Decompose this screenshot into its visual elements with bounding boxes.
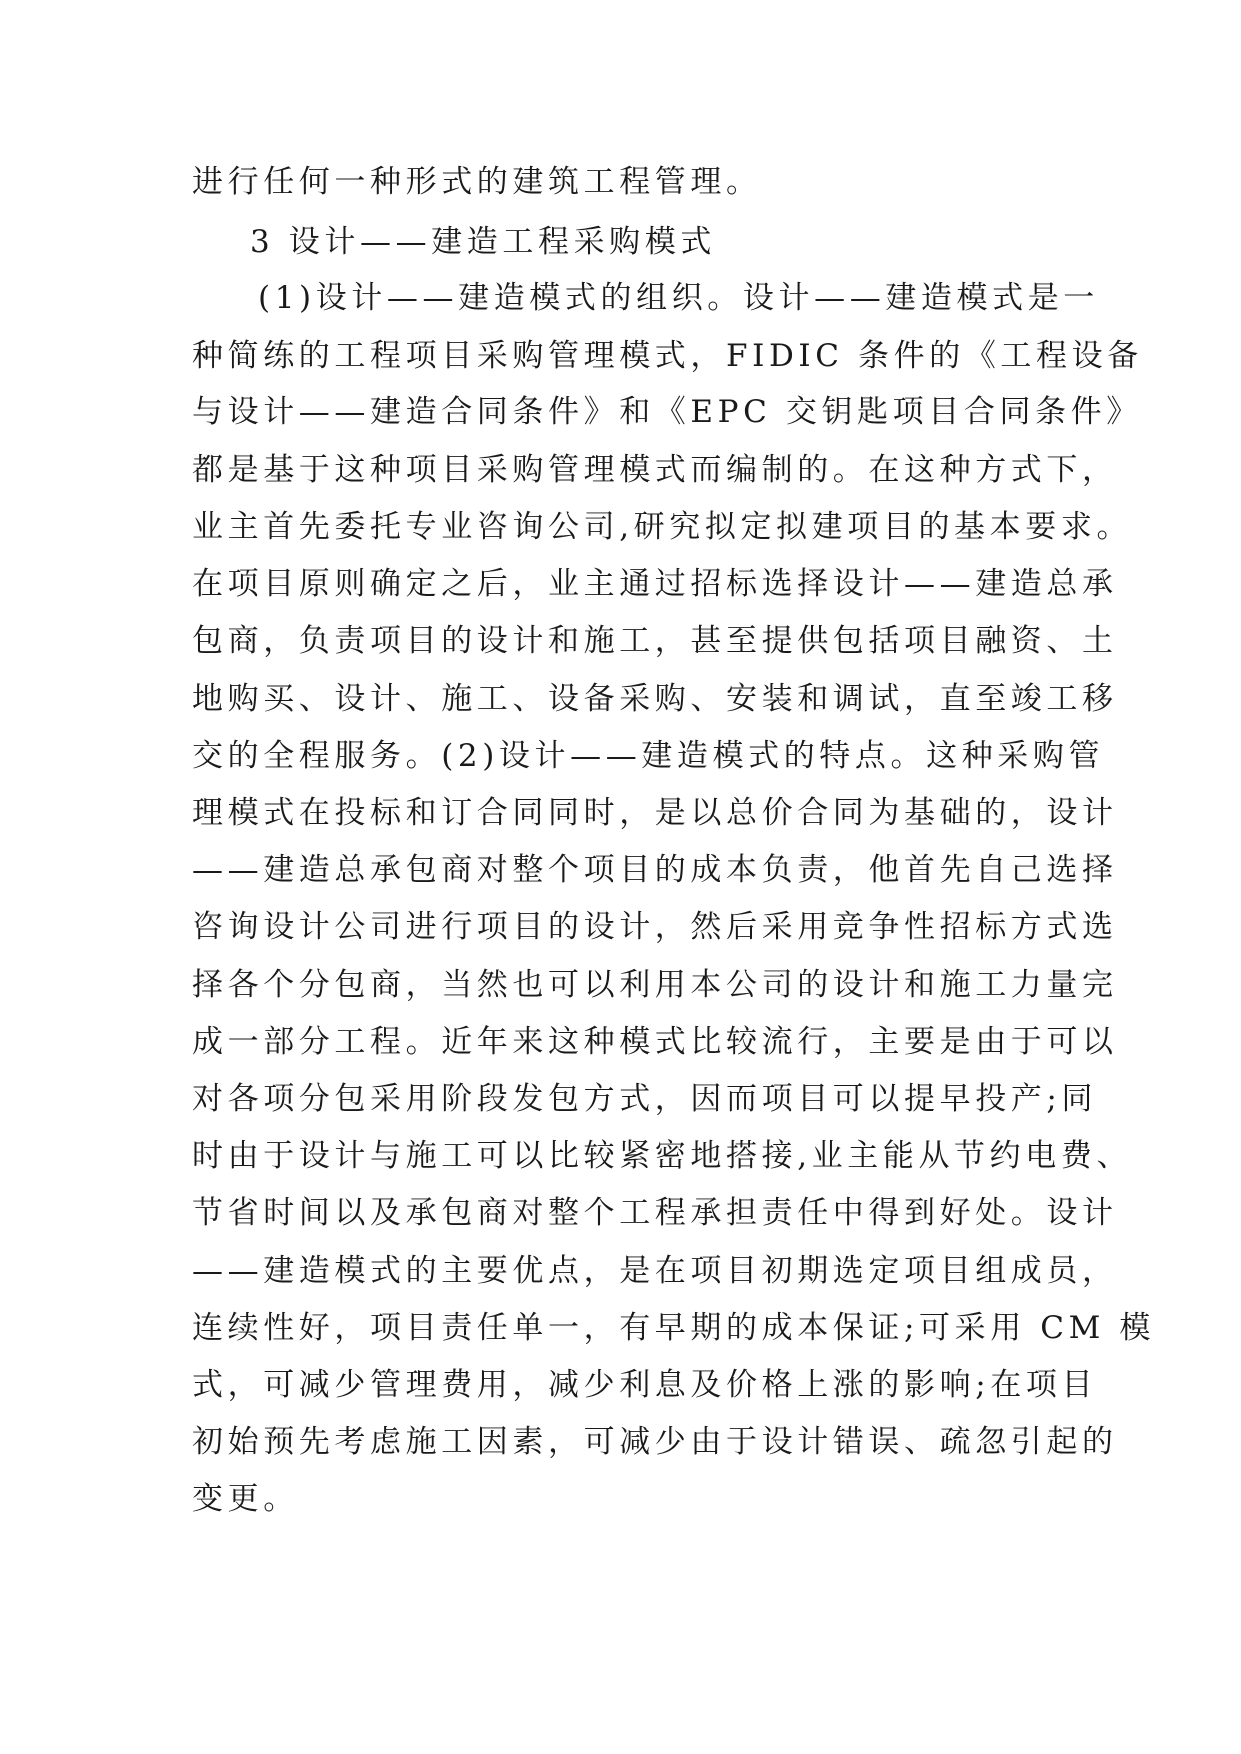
text-line: 交的全程服务。(2)设计——建造模式的特点。这种采购管	[192, 738, 1105, 774]
text-line: 节省时间以及承包商对整个工程承担责任中得到好处。设计	[192, 1195, 1118, 1231]
text-line: ——建造总承包商对整个项目的成本负责，他首先自己选择	[192, 852, 1118, 888]
text-line: 与设计——建造合同条件》和《EPC 交钥匙项目合同条件》	[192, 394, 1142, 430]
text-line: 择各个分包商，当然也可以利用本公司的设计和施工力量完	[192, 967, 1118, 1003]
text-line: 对各项分包采用阶段发包方式，因而项目可以提早投产;同	[192, 1081, 1098, 1117]
text-line: 变更。	[192, 1481, 299, 1517]
text-line: 成一部分工程。近年来这种模式比较流行，主要是由于可以	[192, 1024, 1118, 1060]
text-line: 初始预先考虑施工因素，可减少由于设计错误、疏忽引起的	[192, 1424, 1118, 1460]
text-line: 在项目原则确定之后，业主通过招标选择设计——建造总承	[192, 566, 1118, 602]
text-line: 连续性好，项目责任单一，有早期的成本保证;可采用 CM 模	[192, 1310, 1156, 1346]
text-line: 包商，负责项目的设计和施工，甚至提供包括项目融资、土	[192, 623, 1118, 659]
text-line: ——建造模式的主要优点，是在项目初期选定项目组成员，	[192, 1253, 1118, 1289]
paragraph-first-line: (1)设计——建造模式的组织。设计——建造模式是一	[258, 280, 1099, 316]
text-line: 业主首先委托专业咨询公司,研究拟定拟建项目的基本要求。	[192, 509, 1133, 545]
text-line: 理模式在投标和订合同同时，是以总价合同为基础的，设计	[192, 795, 1118, 831]
text-line: 地购买、设计、施工、设备采购、安装和调试，直至竣工移	[192, 681, 1118, 717]
text-line: 时由于设计与施工可以比较紧密地搭接,业主能从节约电费、	[192, 1138, 1133, 1174]
text-line: 种简练的工程项目采购管理模式，FIDIC 条件的《工程设备	[192, 338, 1143, 374]
text-line: 咨询设计公司进行项目的设计，然后采用竞争性招标方式选	[192, 909, 1118, 945]
text-line: 进行任何一种形式的建筑工程管理。	[192, 164, 762, 200]
text-line: 式，可减少管理费用，减少利息及价格上涨的影响;在项目	[192, 1367, 1098, 1403]
section-heading: 3 设计——建造工程采购模式	[250, 224, 716, 260]
text-line: 都是基于这种项目采购管理模式而编制的。在这种方式下，	[192, 452, 1118, 488]
